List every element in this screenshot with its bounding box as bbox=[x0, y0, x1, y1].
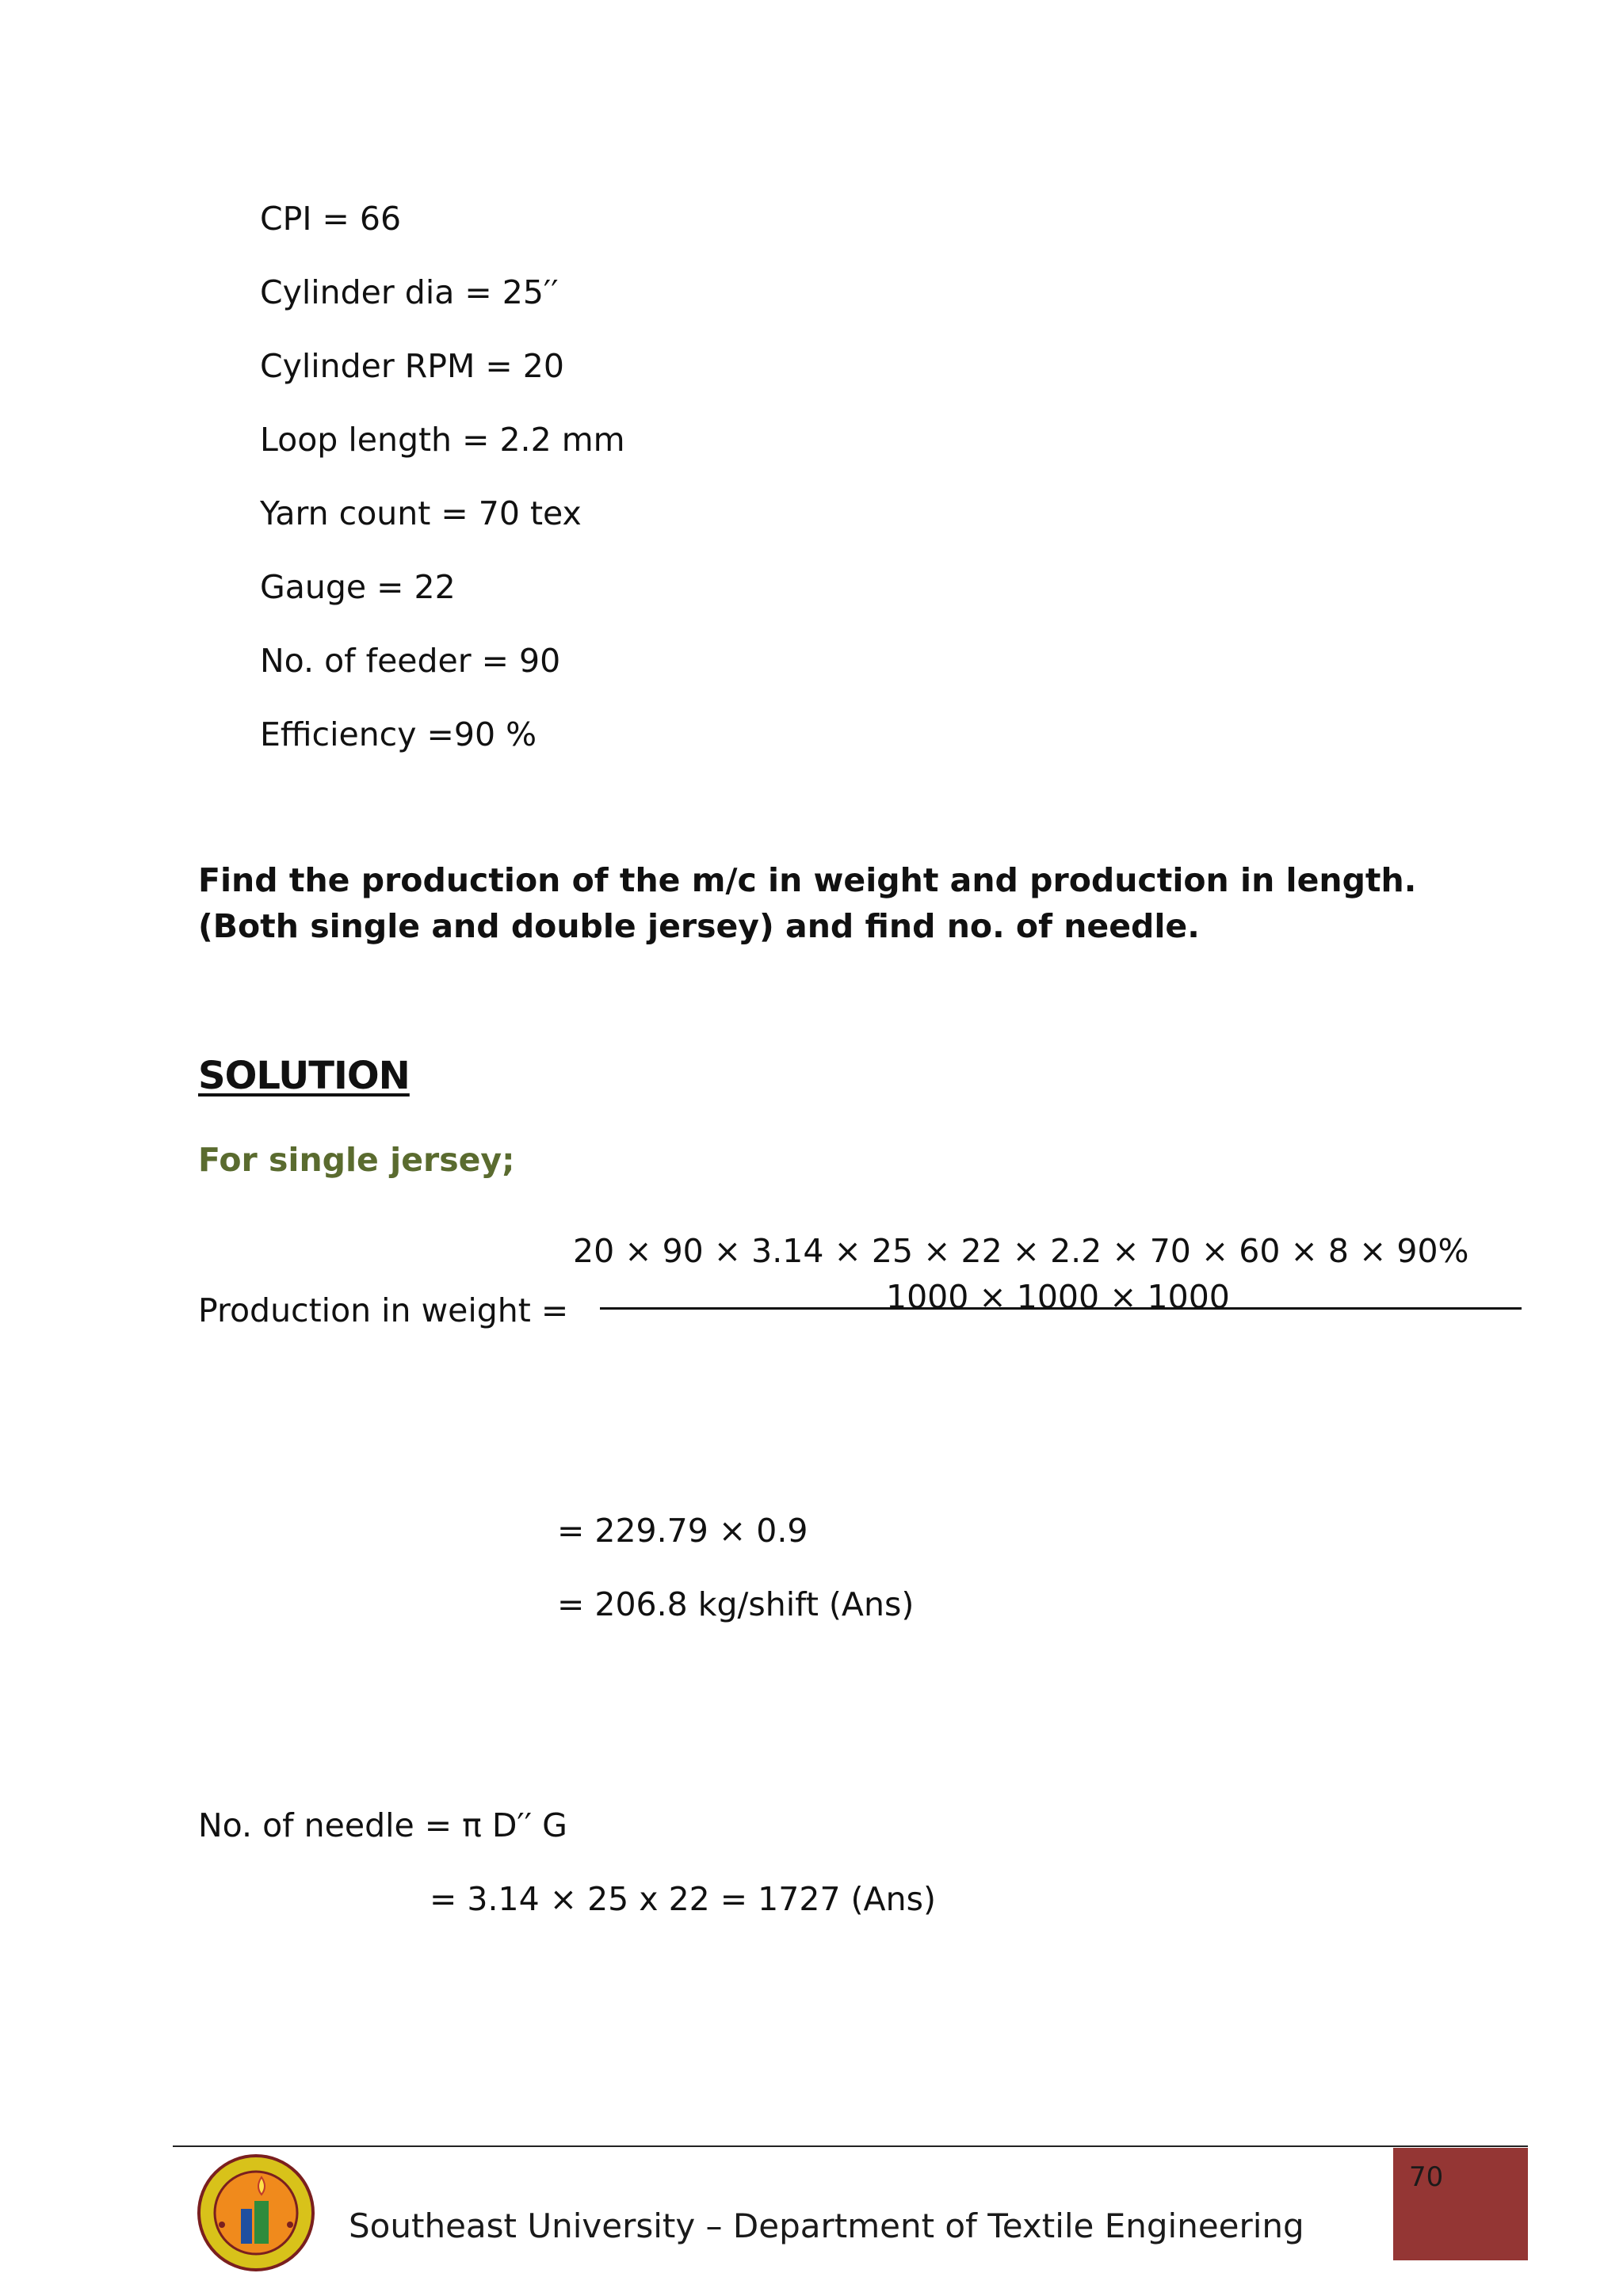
production-weight-label: Production in weight = bbox=[198, 1291, 569, 1329]
university-logo-icon bbox=[197, 2153, 315, 2272]
footer-department: Southeast University – Department of Textile Engineering bbox=[349, 2206, 1304, 2245]
calc-step-1: = 229.79 × 0.9 bbox=[557, 1512, 808, 1550]
param-feeder: No. of feeder = 90 bbox=[260, 642, 561, 680]
question-line-2: (Both single and double jersey) and find no. of needle. bbox=[198, 907, 1200, 945]
question bbox=[198, 857, 1416, 949]
formula-numerator: 20 × 90 × 3.14 × 25 × 22 × 2.2 × 70 × 60 × 8 × 90% bbox=[573, 1232, 1469, 1270]
formula-denominator: 1000 × 1000 × 1000 bbox=[886, 1278, 1230, 1316]
single-jersey-subheading: For single jersey; bbox=[198, 1141, 515, 1179]
param-cylinder-rpm: Cylinder RPM = 20 bbox=[260, 347, 564, 385]
param-yarn-count: Yarn count = 70 tex bbox=[260, 494, 582, 532]
param-loop-length: Loop length = 2.2 mm bbox=[260, 421, 625, 459]
page-number: 70 bbox=[1409, 2161, 1444, 2193]
question-line-1: Find the production of the m/c in weight and production in length. bbox=[198, 861, 1417, 899]
param-cylinder-dia: Cylinder dia = 25′′ bbox=[260, 273, 559, 311]
calc-result-weight: = 206.8 kg/shift (Ans) bbox=[557, 1585, 915, 1623]
param-efficiency: Efficiency =90 % bbox=[260, 715, 537, 753]
footer-divider bbox=[173, 2145, 1528, 2147]
solution-heading: SOLUTION bbox=[198, 1054, 410, 1098]
param-cpi: CPI = 66 bbox=[260, 200, 402, 238]
param-gauge: Gauge = 22 bbox=[260, 568, 456, 606]
needle-formula: No. of needle = π D′′ G bbox=[198, 1806, 567, 1844]
needle-result: = 3.14 × 25 x 22 = 1727 (Ans) bbox=[430, 1880, 936, 1918]
